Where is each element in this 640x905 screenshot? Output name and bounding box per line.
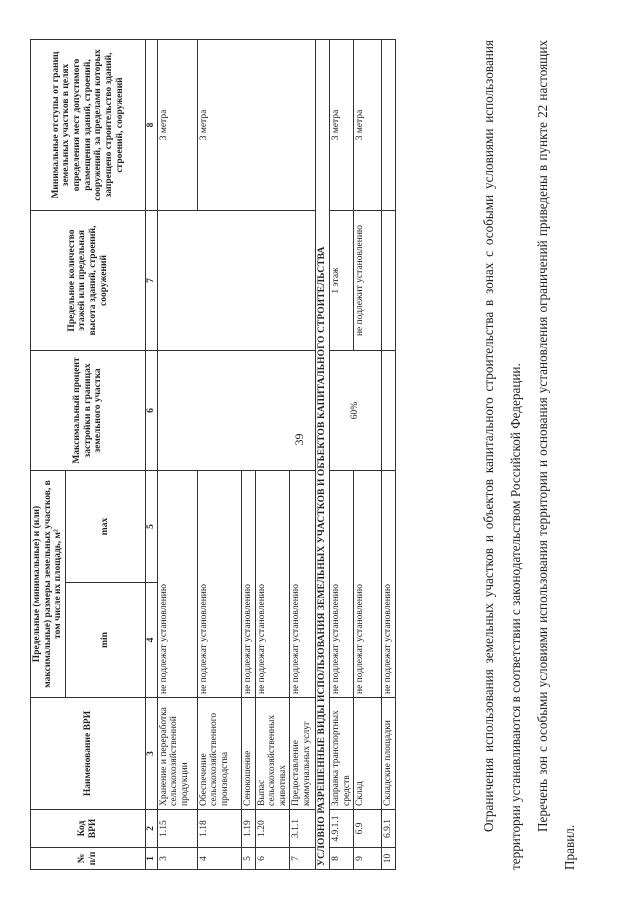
header-setbacks: Минимальные отступы от границ земельных участков в целях определения мест допустимого размещения зданий, строений, сооружений, за пределами которых запрещено строительство зданий, строений, сооружений xyxy=(31,40,146,211)
row-code: 4.9.1.1 xyxy=(330,810,354,848)
row-floors xyxy=(382,211,396,351)
row-percent: 60% xyxy=(330,351,382,471)
row-min-max: не подлежат установлению xyxy=(255,471,290,698)
row-code: 3.1.1 xyxy=(290,810,316,848)
col-number: 4 xyxy=(145,583,157,698)
row-floors: не подлежит установлению xyxy=(354,211,382,351)
row-min-max: не подлежат установлению xyxy=(330,471,354,698)
row-num: 5 xyxy=(241,848,255,870)
col-number: 3 xyxy=(145,698,157,810)
row-setbacks: 3 метра xyxy=(157,40,197,211)
row-num: 7 xyxy=(290,848,316,870)
header-percent: Максимальный процент застройки в границах земельного участка xyxy=(31,351,146,471)
row-name: Выпас сельскохозяйственных животных xyxy=(255,698,290,810)
table-row xyxy=(382,40,396,870)
row-code: 6.9 xyxy=(354,810,382,848)
header-num: № п/п xyxy=(31,848,146,870)
row-num: 10 xyxy=(382,848,396,870)
page-number: 39 xyxy=(292,433,306,446)
row-setbacks xyxy=(382,40,396,211)
header-area-group: Предельные (минимальные) и (или) максимальные) размеры земельных участков, в том числе их площадь, м² xyxy=(31,471,66,698)
row-percent xyxy=(157,351,316,471)
row-floors xyxy=(157,211,316,351)
col-number: 5 xyxy=(145,471,157,583)
row-name: Обеспечение сельскохозяйственного производства xyxy=(197,698,241,810)
row-percent xyxy=(382,351,396,471)
paragraph-restrictions: Ограничения использования земельных участков и объектов капитального строительства в зонах с особыми условиями использования территории устанавливаются в соответствии с законодательством Российской Федерации. xyxy=(481,40,524,870)
row-num: 3 xyxy=(157,848,197,870)
col-number: 8 xyxy=(145,40,157,211)
row-code: 1.15 xyxy=(157,810,197,848)
col-number: 2 xyxy=(145,810,157,848)
row-name: Заправка транспортных средств xyxy=(330,698,354,810)
row-min-max: не подлежат установлению xyxy=(290,471,316,698)
row-num: 6 xyxy=(255,848,290,870)
header-min: min xyxy=(65,583,145,698)
land-use-regulations-table xyxy=(30,39,396,870)
row-code: 6.9.1 xyxy=(382,810,396,848)
row-setbacks: 3 метра xyxy=(197,40,316,211)
table-row xyxy=(330,40,354,870)
paragraph-zone-list: Перечень зон с особыми условиями использования территории и основания установления ограничений приведены в пункте 22 настоящих Правил. xyxy=(535,40,578,870)
row-num: 4 xyxy=(197,848,241,870)
row-setbacks: 3 метра xyxy=(354,40,382,211)
body-text xyxy=(475,40,583,870)
header-name: Наименование ВРИ xyxy=(31,698,146,810)
header-max: max xyxy=(65,471,145,583)
header-floors: Предельное количество этажей или предельная высота зданий, строений, сооружений xyxy=(31,211,146,351)
row-min-max: не подлежат установлению xyxy=(354,471,382,698)
row-code: 1.18 xyxy=(197,810,241,848)
row-name: Хранение и переработка сельскохозяйственной продукции xyxy=(157,698,197,810)
row-floors: 1 этаж xyxy=(330,211,354,351)
row-num: 9 xyxy=(354,848,382,870)
row-code: 1.19 xyxy=(241,810,255,848)
row-min-max: не подлежат установлению xyxy=(382,471,396,698)
table-row xyxy=(157,40,197,870)
section-title: УСЛОВНО РАЗРЕШЕННЫЕ ВИДЫ ИСПОЛЬЗОВАНИЯ ЗЕМЕЛЬНЫХ УЧАСТКОВ И ОБЪЕКТОВ КАПИТАЛЬНОГО СТРОИТЕЛЬСТВА xyxy=(316,40,330,870)
col-number: 6 xyxy=(145,351,157,471)
row-name: Склад xyxy=(354,698,382,810)
row-min-max: не подлежат установлению xyxy=(197,471,241,698)
column-number-row xyxy=(145,40,157,870)
row-min-max: не подлежат установлению xyxy=(241,471,255,698)
row-code: 1.20 xyxy=(255,810,290,848)
rotated-page-content xyxy=(30,30,610,870)
col-number: 7 xyxy=(145,211,157,351)
header-code: Код ВРИ xyxy=(31,810,146,848)
row-num: 8 xyxy=(330,848,354,870)
col-number: 1 xyxy=(145,848,157,870)
row-name: Складские площадки xyxy=(382,698,396,810)
row-name: Сенокошение xyxy=(241,698,255,810)
section-row xyxy=(316,40,330,870)
row-name: Предоставление коммунальных услуг xyxy=(290,698,316,810)
row-setbacks: 3 метра xyxy=(330,40,354,211)
row-min-max: не подлежат установлению xyxy=(157,471,197,698)
